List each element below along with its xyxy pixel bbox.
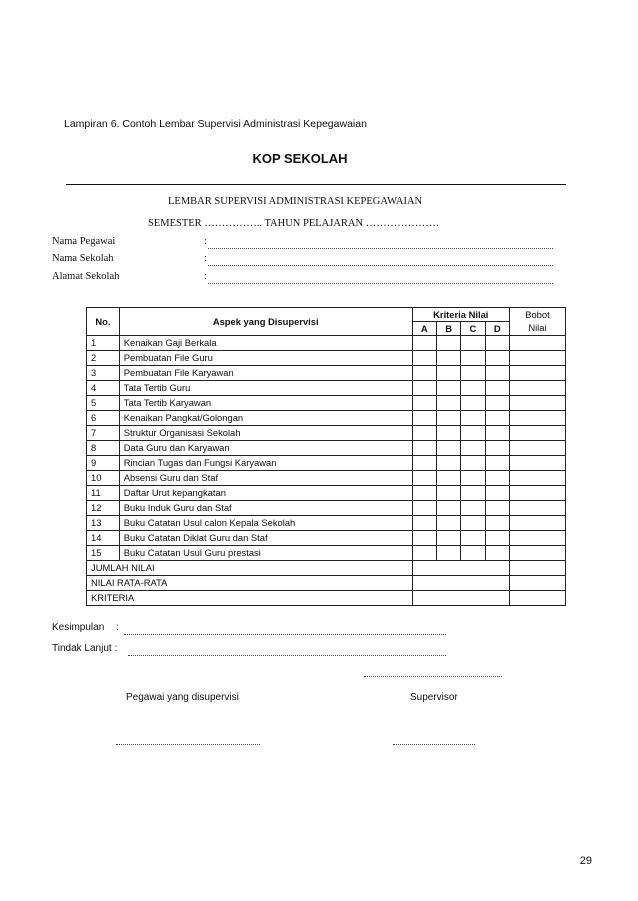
bobot-cell[interactable] (509, 366, 565, 381)
kop-sekolah: KOP SEKOLAH (252, 151, 348, 166)
bobot-cell[interactable] (509, 471, 565, 486)
score-cell-d[interactable] (485, 456, 509, 471)
row-aspek: Buku Induk Guru dan Staf (119, 501, 412, 516)
score-cell-b[interactable] (436, 351, 460, 366)
summary-bobot-cell[interactable] (509, 591, 565, 606)
row-aspek: Tata Tertib Karyawan (119, 396, 412, 411)
header-rule (66, 184, 566, 185)
summary-label: NILAI RATA-RATA (87, 576, 413, 591)
score-cell-b[interactable] (436, 516, 460, 531)
kriteria-header-a: A (412, 322, 436, 336)
score-cell-b[interactable] (436, 546, 460, 561)
table-row (87, 501, 566, 516)
table-row (87, 366, 566, 381)
score-cell-a[interactable] (412, 516, 436, 531)
score-cell-c[interactable] (461, 501, 485, 516)
summary-row (87, 591, 566, 606)
score-cell-a[interactable] (412, 411, 436, 426)
summary-bobot-cell[interactable] (509, 576, 565, 591)
score-cell-b[interactable] (436, 501, 460, 516)
table-row (87, 456, 566, 471)
bobot-cell[interactable] (509, 516, 565, 531)
score-cell-c[interactable] (461, 486, 485, 501)
bobot-cell[interactable] (509, 381, 565, 396)
row-aspek: Buku Catatan Usul Guru prestasi (119, 546, 412, 561)
table-row (87, 426, 566, 441)
table-row (87, 471, 566, 486)
field-input-nama-sekolah[interactable] (208, 265, 553, 266)
score-cell-c[interactable] (461, 366, 485, 381)
summary-label: JUMLAH NILAI (87, 561, 413, 576)
col-kriteria-header: Kriteria Nilai (412, 308, 509, 322)
table-row (87, 531, 566, 546)
row-number: 1 (87, 336, 120, 351)
pegawai-label: Pegawai yang disupervisi (126, 692, 239, 703)
score-cell-a[interactable] (412, 501, 436, 516)
score-cell-a[interactable] (412, 456, 436, 471)
score-cell-d[interactable] (485, 381, 509, 396)
summary-value-cell[interactable] (412, 576, 509, 591)
row-number: 11 (87, 486, 120, 501)
row-number: 5 (87, 396, 120, 411)
row-aspek: Daftar Urut kepangkatan (119, 486, 412, 501)
score-cell-d[interactable] (485, 486, 509, 501)
row-number: 2 (87, 351, 120, 366)
row-aspek: Absensi Guru dan Staf (119, 471, 412, 486)
bobot-cell[interactable] (509, 396, 565, 411)
row-number: 12 (87, 501, 120, 516)
score-cell-b[interactable] (436, 411, 460, 426)
score-cell-b[interactable] (436, 336, 460, 351)
score-cell-c[interactable] (461, 471, 485, 486)
score-cell-d[interactable] (485, 546, 509, 561)
score-cell-a[interactable] (412, 426, 436, 441)
score-cell-d[interactable] (485, 471, 509, 486)
kriteria-header-d: D (485, 322, 509, 336)
row-number: 13 (87, 516, 120, 531)
page-number: 29 (579, 855, 592, 867)
score-cell-c[interactable] (461, 456, 485, 471)
field-colon: : (204, 253, 207, 264)
field-colon: : (204, 236, 207, 247)
score-cell-b[interactable] (436, 471, 460, 486)
col-bobot-header (509, 308, 565, 336)
row-aspek: Buku Catatan Diklat Guru dan Staf (119, 531, 412, 546)
score-cell-a[interactable] (412, 486, 436, 501)
score-cell-d[interactable] (485, 426, 509, 441)
col-bobot-label-1: Bobot (525, 309, 550, 320)
supervision-table (86, 307, 566, 606)
kesimpulan-input[interactable] (124, 634, 446, 635)
row-number: 7 (87, 426, 120, 441)
score-cell-c[interactable] (461, 426, 485, 441)
row-aspek: Kenaikan Gaji Berkala (119, 336, 412, 351)
kriteria-header-c: C (461, 322, 485, 336)
score-cell-a[interactable] (412, 351, 436, 366)
row-number: 6 (87, 411, 120, 426)
table-row (87, 411, 566, 426)
col-bobot-label-2: Nilai (528, 322, 547, 333)
row-number: 15 (87, 546, 120, 561)
score-cell-b[interactable] (436, 426, 460, 441)
row-aspek: Buku Catatan Usul calon Kepala Sekolah (119, 516, 412, 531)
score-cell-a[interactable] (412, 441, 436, 456)
bobot-cell[interactable] (509, 456, 565, 471)
summary-bobot-cell[interactable] (509, 561, 565, 576)
row-number: 3 (87, 366, 120, 381)
row-number: 8 (87, 441, 120, 456)
bobot-cell[interactable] (509, 546, 565, 561)
table-row (87, 381, 566, 396)
bobot-cell[interactable] (509, 486, 565, 501)
bobot-cell[interactable] (509, 411, 565, 426)
summary-row (87, 561, 566, 576)
semester-line: SEMESTER …………….. TAHUN PELAJARAN ………………… (148, 218, 440, 229)
field-input-nama-pegawai[interactable] (208, 248, 553, 249)
row-aspek: Data Guru dan Karyawan (119, 441, 412, 456)
score-cell-a[interactable] (412, 531, 436, 546)
score-cell-d[interactable] (485, 501, 509, 516)
bobot-cell[interactable] (509, 501, 565, 516)
field-input-alamat-sekolah[interactable] (208, 283, 553, 284)
score-cell-d[interactable] (485, 336, 509, 351)
bobot-cell[interactable] (509, 531, 565, 546)
row-aspek: Kenaikan Pangkat/Golongan (119, 411, 412, 426)
table-row (87, 546, 566, 561)
row-aspek: Pembuatan File Karyawan (119, 366, 412, 381)
score-cell-d[interactable] (485, 516, 509, 531)
row-aspek: Tata Tertib Guru (119, 381, 412, 396)
row-number: 14 (87, 531, 120, 546)
score-cell-b[interactable] (436, 366, 460, 381)
score-cell-d[interactable] (485, 531, 509, 546)
summary-value-cell[interactable] (412, 591, 509, 606)
pegawai-signature-line[interactable] (116, 744, 260, 745)
score-cell-b[interactable] (436, 486, 460, 501)
table-row (87, 516, 566, 531)
bobot-cell[interactable] (509, 426, 565, 441)
col-no-header: No. (87, 308, 120, 336)
score-cell-a[interactable] (412, 546, 436, 561)
table-row (87, 486, 566, 501)
score-cell-c[interactable] (461, 516, 485, 531)
score-cell-a[interactable] (412, 336, 436, 351)
tindak-lanjut-input[interactable] (128, 655, 446, 656)
kesimpulan-label: Kesimpulan (52, 622, 105, 633)
score-cell-b[interactable] (436, 381, 460, 396)
score-cell-c[interactable] (461, 396, 485, 411)
row-aspek: Rincian Tugas dan Fungsi Karyawan (119, 456, 412, 471)
score-cell-c[interactable] (461, 381, 485, 396)
row-number: 10 (87, 471, 120, 486)
score-cell-a[interactable] (412, 396, 436, 411)
field-label-alamat-sekolah: Alamat Sekolah (52, 271, 120, 282)
score-cell-a[interactable] (412, 381, 436, 396)
score-cell-b[interactable] (436, 441, 460, 456)
score-cell-d[interactable] (485, 366, 509, 381)
tindak-lanjut-label: Tindak Lanjut : (52, 643, 118, 654)
summary-row (87, 576, 566, 591)
form-title: LEMBAR SUPERVISI ADMINISTRASI KEPEGAWAIAN (168, 196, 423, 207)
score-cell-c[interactable] (461, 351, 485, 366)
place-date-input[interactable] (364, 676, 502, 677)
score-cell-d[interactable] (485, 351, 509, 366)
col-aspek-header: Aspek yang Disupervisi (119, 308, 412, 336)
summary-label: KRITERIA (87, 591, 413, 606)
score-cell-c[interactable] (461, 411, 485, 426)
score-cell-c[interactable] (461, 546, 485, 561)
score-cell-c[interactable] (461, 336, 485, 351)
score-cell-c[interactable] (461, 531, 485, 546)
score-cell-b[interactable] (436, 396, 460, 411)
table-row (87, 396, 566, 411)
field-label-nama-pegawai: Nama Pegawai (52, 236, 116, 247)
kesimpulan-colon: : (116, 622, 119, 633)
score-cell-d[interactable] (485, 411, 509, 426)
table-row (87, 441, 566, 456)
bobot-cell[interactable] (509, 441, 565, 456)
score-cell-a[interactable] (412, 366, 436, 381)
row-aspek: Pembuatan File Guru (119, 351, 412, 366)
score-cell-b[interactable] (436, 456, 460, 471)
bobot-cell[interactable] (509, 351, 565, 366)
row-number: 9 (87, 456, 120, 471)
field-label-nama-sekolah: Nama Sekolah (52, 253, 114, 264)
bobot-cell[interactable] (509, 336, 565, 351)
score-cell-d[interactable] (485, 441, 509, 456)
field-colon: : (204, 271, 207, 282)
score-cell-d[interactable] (485, 396, 509, 411)
row-number: 4 (87, 381, 120, 396)
supervisor-signature-line[interactable] (393, 744, 475, 745)
summary-value-cell[interactable] (412, 561, 509, 576)
row-aspek: Struktur Organisasi Sekolah (119, 426, 412, 441)
kriteria-header-b: B (436, 322, 460, 336)
table-row (87, 351, 566, 366)
table-row (87, 336, 566, 351)
score-cell-c[interactable] (461, 441, 485, 456)
caption: Lampiran 6. Contoh Lembar Supervisi Administrasi Kepegawaian (64, 118, 367, 130)
score-cell-a[interactable] (412, 471, 436, 486)
supervisor-label: Supervisor (410, 692, 458, 703)
score-cell-b[interactable] (436, 531, 460, 546)
